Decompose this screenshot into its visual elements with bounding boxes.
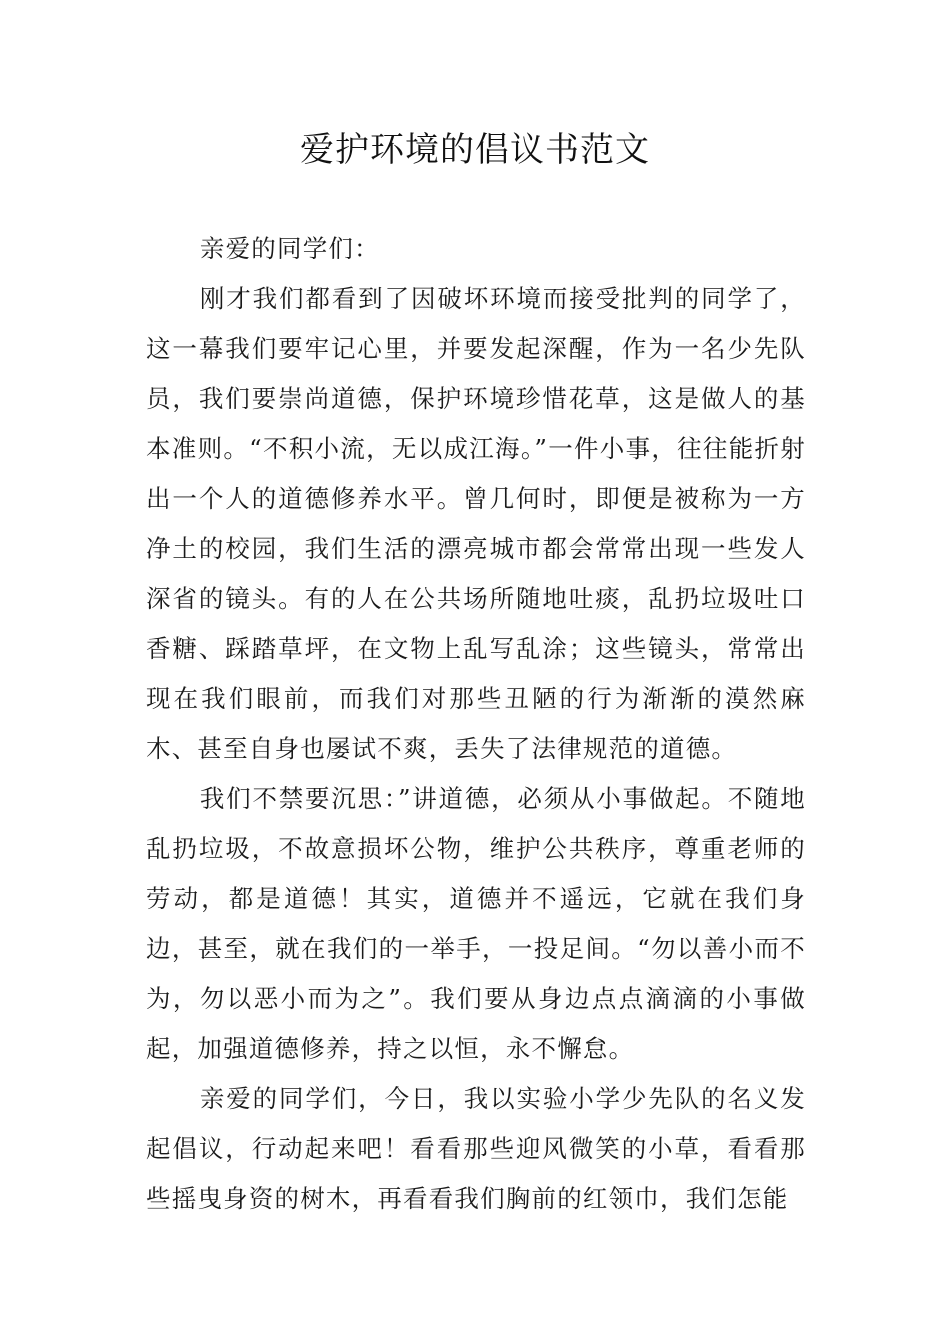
paragraph: 刚才我们都看到了因破坏环境而接受批判的同学了，这一幕我们要牢记心里，并要发起深醒，作为一名少先队员，我们要崇尚道德，保护环境珍惜花草，这是做人的基本准则。“不积小流，无以成江海。”一件小事，往往能折射出一个人的道德修养水平。曾几何时，即便是被称为一方净土的校园，我们生活的漂亮城市都会常常出现一些发人深省的镜头。有的人在公共场所随地吐痰，乱扔垃圾吐口香糖、踩踏草坪，在文物上乱写乱涂；这些镜头，常常出现在我们眼前，而我们对那些丑陋的行为渐渐的漠然麻木、甚至自身也屡试不爽，丢失了法律规范的道德。	[146, 284, 806, 763]
document-title: 爱护环境的倡议书范文	[300, 130, 650, 170]
paragraph: 我们不禁要沉思：”讲道德，必须从小事做起。不随地乱扔垃圾，不故意损坏公物，维护公共秩序，尊重老师的劳动，都是道德！其实，道德并不遥远，它就在我们身边，甚至，就在我们的一举手，一投足间。“勿以善小而不为，勿以恶小而为之”。我们要从身边点点滴滴的小事做起，加强道德修养，持之以恒，永不懈怠。	[146, 784, 806, 1063]
document-body	[146, 224, 806, 1224]
paragraph: 亲爱的同学们，今日，我以实验小学少先队的名义发起倡议，行动起来吧！看看那些迎风微笑的小草，看看那些摇曳身资的树木，再看看我们胸前的红领巾，我们怎能	[146, 1084, 806, 1213]
salutation: 亲爱的同学们：	[199, 234, 380, 263]
